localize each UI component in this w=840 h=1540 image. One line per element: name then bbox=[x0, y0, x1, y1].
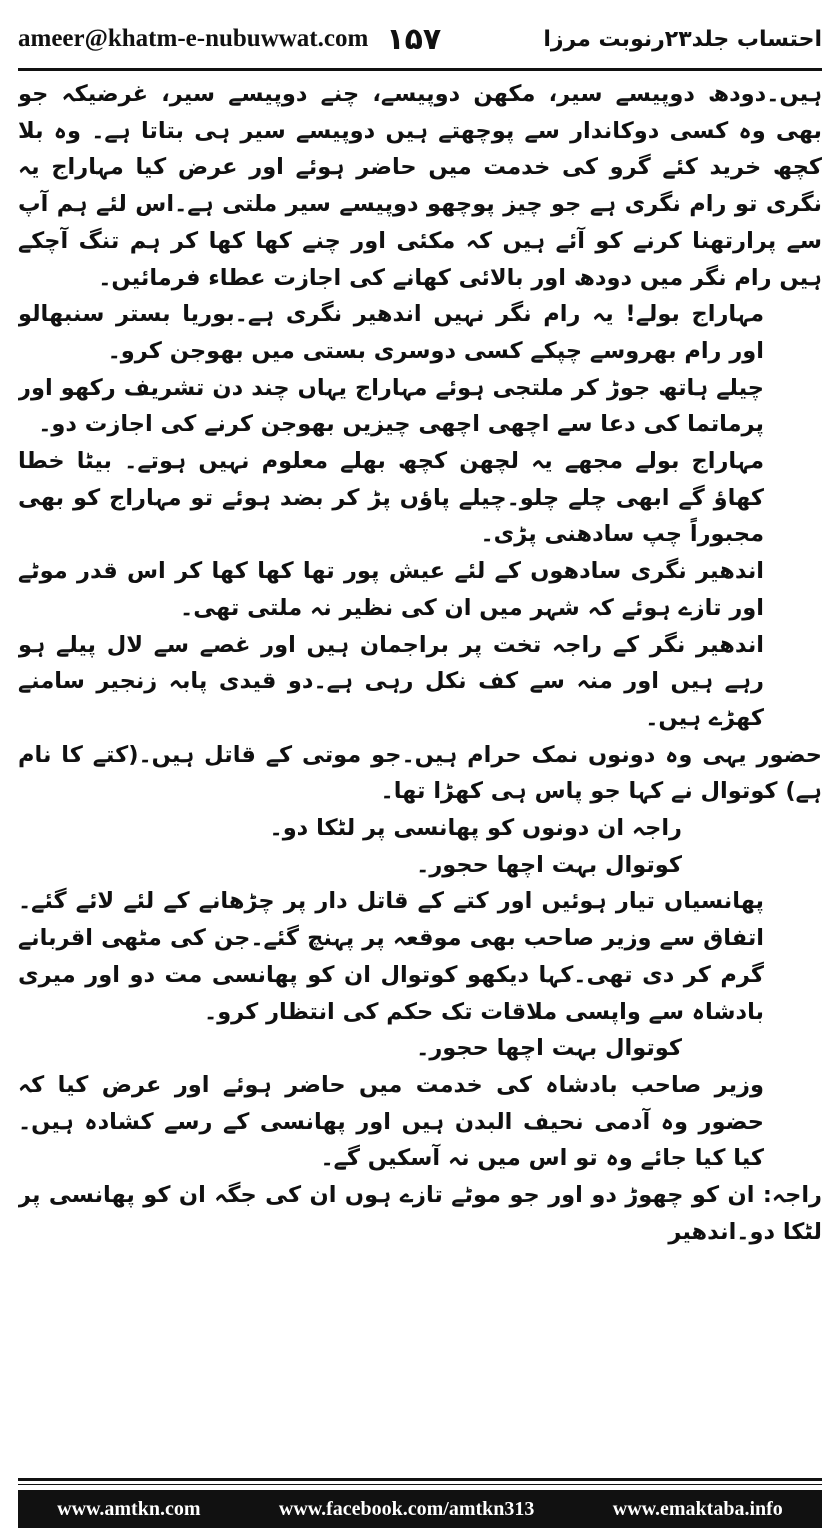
paragraph-1: ہیں۔دودھ دوپیسے سیر، مکھن دوپیسے، چنے دوپیسے سیر، غرضیکہ جو بھی وہ کسی دوکاندار سے پوچھتے ہیں دوپیسے سیر ہی بتاتا ہے۔ وہ بلا کچھ خرید کئے گرو کی خدمت میں حاضر ہوئے اور عرض کیا مہاراج یہ نگری تو رام نگری ہے جو چیز پوچھو دوپیسے سیر ملتی ہے۔اس لئے ہم آپ سے پرارتھنا کرنے کو آئے ہیں کہ مکئی اور چنے کھا کھا کر ہم تنگ آچکے ہیں رام نگر میں دودھ اور بالائی کھانے کی اجازت عطاء فرمائیں۔ bbox=[18, 81, 822, 291]
footer-site-amtkn: www.amtkn.com bbox=[57, 1497, 201, 1520]
header-email: ameer@khatm-e-nubuwwat.com bbox=[18, 25, 369, 52]
paragraph-4: مہاراج بولے مجھے یہ لچھن کچھ بھلے معلوم نہیں ہوتے۔ بیٹا خطا کھاؤ گے ابھی چلے چلو۔چیلے پاؤں پڑ کر بضد ہوئے تو مہاراج کو بھی مجبوراً چپ سادھنی پڑی۔ bbox=[18, 448, 764, 548]
footer-site-emaktaba: www.emaktaba.info bbox=[612, 1497, 783, 1520]
paragraph-3: چیلے ہاتھ جوڑ کر ملتجی ہوئے مہاراج یہاں چند دن تشریف رکھو اور پرماتما کی دعا سے اچھی اچھی چیزیں بھوجن کرنے کی اجازت دو۔ bbox=[18, 374, 764, 438]
footer-rule-thick bbox=[18, 1478, 822, 1481]
paragraph-5: اندھیر نگری سادھوں کے لئے عیش پور تھا کھا کھا کر اس قدر موٹے اور تازے ہوئے کہ شہر میں ان کی نظیر نہ ملتی تھی۔ bbox=[18, 558, 764, 621]
page-number: ۱۵۷ bbox=[386, 21, 442, 57]
footer-site-facebook: www.facebook.com/amtkn313 bbox=[278, 1497, 535, 1520]
paragraph-8: راجہ ان دونوں کو پھانسی پر لٹکا دو۔ bbox=[269, 815, 682, 842]
header-rule bbox=[18, 68, 822, 71]
paragraph-6: اندھیر نگر کے راجہ تخت پر براجمان ہیں اور غصے سے لال پیلے ہو رہے ہیں اور منہ سے کف نکل رہی ہے۔دو قیدی پابہ زنجیر سامنے کھڑے ہیں۔ bbox=[18, 631, 764, 731]
paragraph-7: حضور یہی وہ دونوں نمک حرام ہیں۔جو موتی کے قاتل ہیں۔(کتے کا نام ہے) کوتوال نے کہا جو پاس ہی کھڑا تھا۔ bbox=[18, 741, 822, 805]
paragraph-11: کوتوال بہت اچھا حجور۔ bbox=[416, 1035, 682, 1062]
paragraph-2: مہاراج بولے! یہ رام نگر نہیں اندھیر نگری ہے۔بوریا بستر سنبھالو اور رام بھروسے چپکے کسی دوسری بستی میں بھوجن کرو۔ bbox=[18, 301, 764, 364]
page-footer bbox=[18, 1490, 822, 1528]
paragraph-10: پھانسیاں تیار ہوئیں اور کتے کے قاتل دار پر چڑھانے کے لئے لائے گئے۔اتفاق سے وزیر صاحب بھی موقعہ پر پہنچ گئے۔جن کی مٹھی اقربانے گرم کر دی تھی۔کہا دیکھو کوتوال ان کو پھانسی مت دو اور میری بادشاہ سے واپسی ملاقات تک حکم کی انتظار کرو۔ bbox=[18, 888, 764, 1025]
footer-rule-thin bbox=[18, 1484, 822, 1485]
paragraph-13: راجہ: ان کو چھوڑ دو اور جو موٹے تازے ہوں ان کی جگہ ان کو پھانسی پر لٹکا دو۔اندھیر bbox=[18, 1182, 822, 1245]
book-title: احتساب جلد۲۳رنوبت مرزا bbox=[543, 26, 822, 52]
page-body bbox=[18, 76, 822, 1460]
paragraph-12: وزیر صاحب بادشاہ کی خدمت میں حاضر ہوئے اور عرض کیا کہ حضور وہ آدمی نحیف البدن ہیں اور پھانسی کے رسے کشادہ ہیں۔کیا کیا جائے وہ تو اس میں نہ آسکیں گے۔ bbox=[18, 1071, 764, 1172]
paragraph-9: کوتوال بہت اچھا حجور۔ bbox=[416, 851, 682, 878]
header-left bbox=[18, 22, 441, 57]
page-header bbox=[18, 14, 822, 64]
